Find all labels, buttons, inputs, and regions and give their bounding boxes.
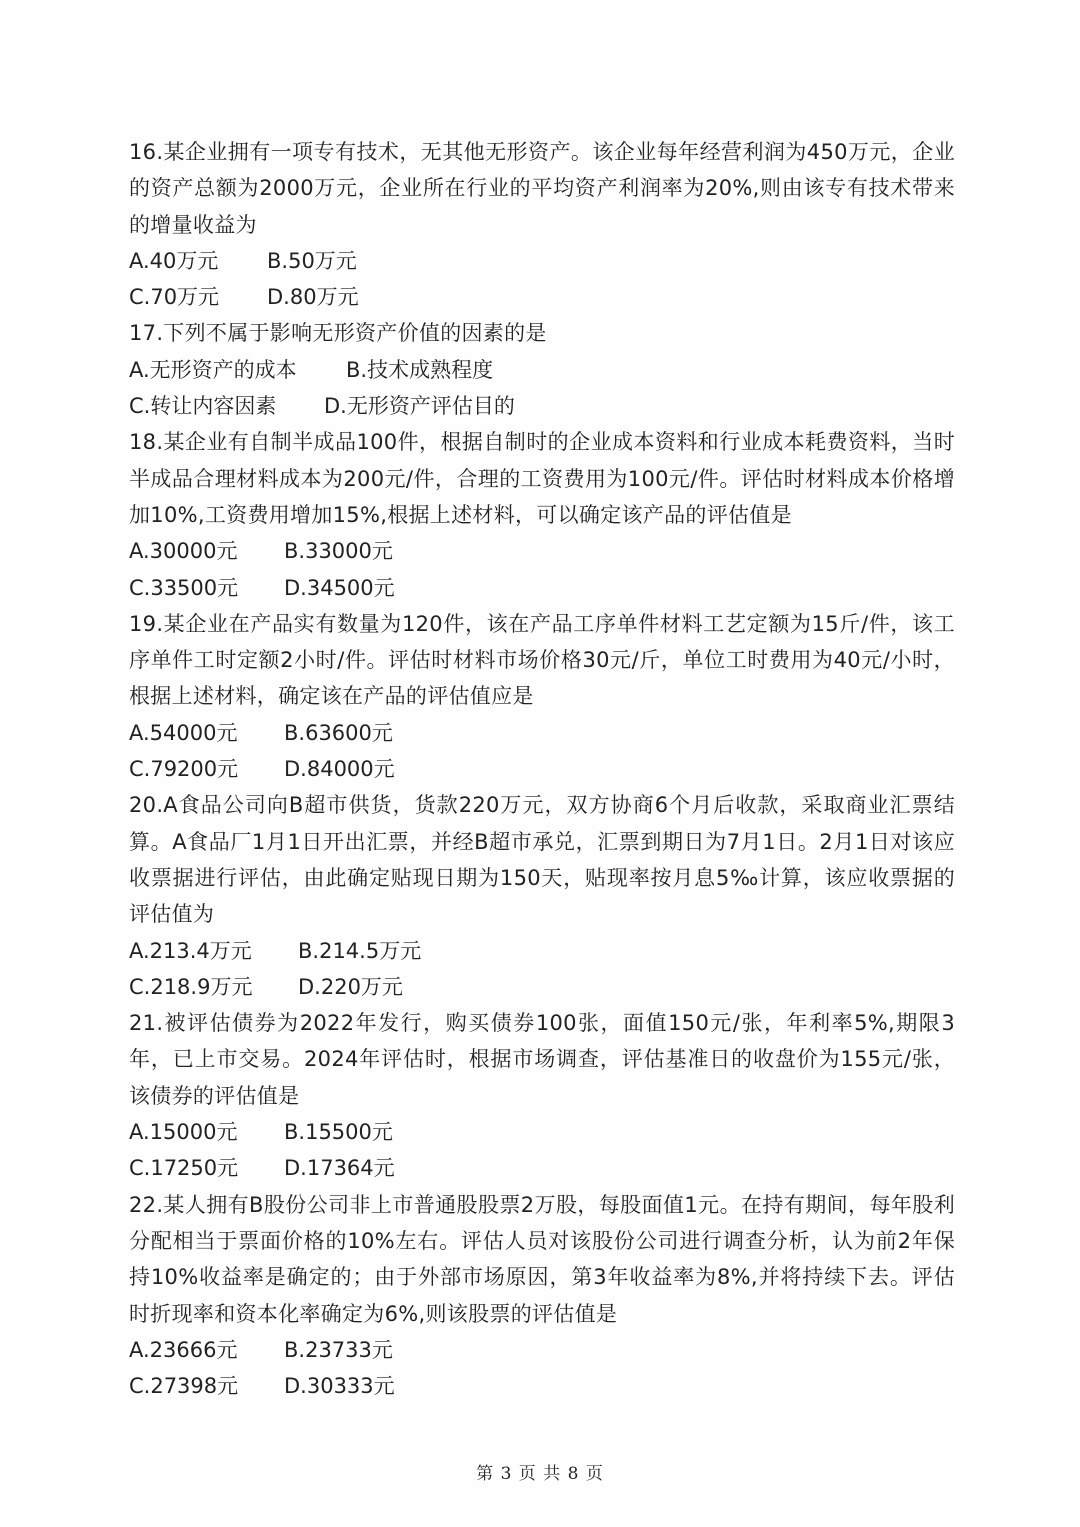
option-c: C.33500元	[129, 575, 239, 600]
question-22	[129, 1187, 955, 1405]
option-c: C.218.9万元	[129, 974, 253, 999]
option-d: D.80万元	[267, 285, 359, 310]
option-row	[129, 352, 955, 388]
option-b: B.23733元	[284, 1337, 393, 1362]
question-16	[129, 134, 955, 315]
option-a: A.无形资产的成本	[129, 357, 297, 382]
option-c: C.17250元	[129, 1156, 239, 1181]
question-21	[129, 1005, 955, 1186]
option-c: C.79200元	[129, 757, 239, 782]
option-row	[129, 1332, 955, 1368]
option-d: D.30333元	[284, 1374, 395, 1399]
question-stem: 20.A食品公司向B超市供货，货款220万元，双方协商6个月后收款，采取商业汇票结算。A食品厂1月1日开出汇票，并经B超市承兑，汇票到期日为7月1日。2月1日对该应收票据进行评估，由此确定贴现日期为150天，贴现率按月息5‰计算，该应收票据的评估值为	[129, 793, 955, 927]
option-b: B.33000元	[284, 539, 393, 564]
option-c: C.70万元	[129, 285, 220, 310]
option-row	[129, 1368, 955, 1404]
option-d: D.34500元	[284, 575, 395, 600]
page-number-footer: 第 3 页 共 8 页	[476, 1464, 604, 1484]
option-b: B.技术成熟程度	[346, 357, 494, 382]
option-d: D.17364元	[284, 1156, 395, 1181]
option-a: A.213.4万元	[129, 938, 252, 963]
option-row	[129, 533, 955, 569]
option-row	[129, 969, 955, 1005]
option-b: B.63600元	[284, 720, 393, 745]
option-d: D.无形资产评估目的	[324, 394, 515, 419]
option-row	[129, 570, 955, 606]
option-d: D.220万元	[298, 974, 403, 999]
option-c: C.转让内容因素	[129, 394, 277, 419]
option-b: B.50万元	[267, 248, 357, 273]
question-stem: 22.某人拥有B股份公司非上市普通股股票2万股，每股面值1元。在持有期间，每年股利分配相当于票面价格的10%左右。评估人员对该股份公司进行调查分析，认为前2年保持10%收益率是确定的；由于外部市场原因，第3年收益率为8%,并将持续下去。评估时折现率和资本化率确定为6%,则该股票的评估值是	[129, 1192, 955, 1326]
option-row	[129, 751, 955, 787]
option-a: A.23666元	[129, 1337, 238, 1362]
option-b: B.214.5万元	[298, 938, 422, 963]
option-row	[129, 1114, 955, 1150]
question-19	[129, 606, 955, 787]
option-row	[129, 279, 955, 315]
question-list	[129, 134, 955, 1404]
question-20	[129, 787, 955, 1005]
question-17	[129, 315, 955, 424]
option-d: D.84000元	[284, 757, 395, 782]
option-b: B.15500元	[284, 1120, 393, 1145]
question-stem: 16.某企业拥有一项专有技术，无其他无形资产。该企业每年经营利润为450万元，企业的资产总额为2000万元，企业所在行业的平均资产利润率为20%,则由该专有技术带来的增量收益为	[129, 140, 955, 237]
option-row	[129, 1150, 955, 1186]
option-c: C.27398元	[129, 1374, 239, 1399]
question-18	[129, 424, 955, 605]
option-row	[129, 933, 955, 969]
question-stem: 18.某企业有自制半成品100件，根据自制时的企业成本资料和行业成本耗费资料，当时半成品合理材料成本为200元/件，合理的工资费用为100元/件。评估时材料成本价格增加10%,工资费用增加15%,根据上述材料，可以确定该产品的评估值是	[129, 430, 955, 527]
option-a: A.30000元	[129, 539, 238, 564]
question-stem: 17.下列不属于影响无形资产价值的因素的是	[129, 321, 547, 346]
option-a: A.15000元	[129, 1120, 238, 1145]
option-a: A.54000元	[129, 720, 238, 745]
option-row	[129, 243, 955, 279]
question-stem: 21.被评估债券为2022年发行，购买债券100张，面值150元/张，年利率5%,期限3年，已上市交易。2024年评估时，根据市场调查，评估基准日的收盘价为155元/张，该债券的评估值是	[129, 1011, 955, 1108]
question-stem: 19.某企业在产品实有数量为120件，该在产品工序单件材料工艺定额为15斤/件，该工序单件工时定额2小时/件。评估时材料市场价格30元/斤，单位工时费用为40元/小时，根据上述材料，确定该在产品的评估值应是	[129, 611, 955, 709]
option-row	[129, 388, 955, 424]
option-row	[129, 715, 955, 751]
option-a: A.40万元	[129, 248, 219, 273]
